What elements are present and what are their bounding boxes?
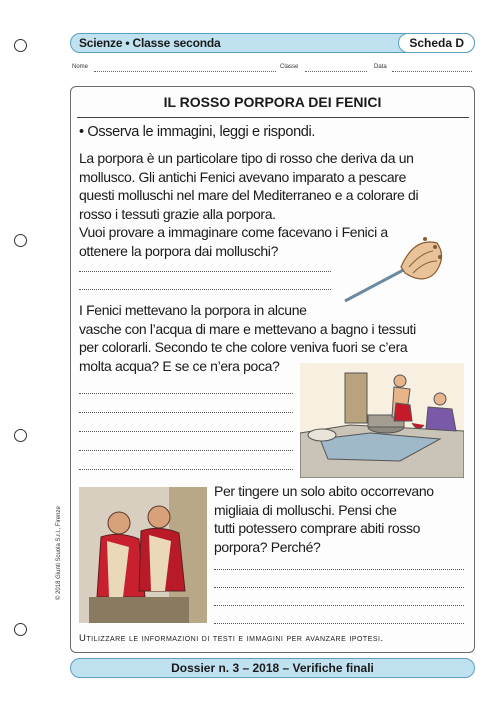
worksheet-title: IL ROSSO PORPORA DEI FENICI (163, 94, 382, 110)
intro-line: La porpora è un particolare tipo di rosso che deriva da un (79, 150, 414, 166)
binder-hole (14, 39, 27, 52)
instruction: • Osserva le immagini, leggi e rispondi. (79, 124, 316, 140)
binder-hole (14, 429, 27, 442)
copyright-note: © 2018 Giunti Scuola S.r.l., Firenze (56, 506, 62, 600)
answer-line[interactable] (214, 605, 464, 606)
question-1-line: ottenere la porpora dai molluschi? (79, 242, 279, 259)
name-label: Nome (72, 64, 89, 70)
answer-line[interactable] (79, 393, 293, 394)
worksheet-card (70, 86, 475, 653)
footer-banner (70, 658, 475, 678)
question-3-line: migliaia di molluschi. Pensi che (214, 501, 397, 518)
class-label: Classe (280, 64, 299, 70)
title-divider (77, 117, 469, 118)
question-3-line: Per tingere un solo abito occorrevano (214, 483, 434, 499)
question-2-line: vasche con l’acqua di mare e mettevano a bagno i tessuti (79, 320, 416, 337)
question-2-line: I Fenici mettevano la porpora in alcune (79, 302, 307, 318)
answer-line[interactable] (79, 412, 293, 413)
binder-hole (14, 623, 27, 636)
answer-line[interactable] (214, 569, 464, 570)
answer-line[interactable] (79, 450, 293, 451)
intro-line: mollusco. Gli antichi Fenici avevano imparato a pescare (79, 168, 407, 185)
intro-line: questi molluschi nel mare del Mediterraneo e a colorare di (79, 187, 419, 203)
answer-line[interactable] (214, 587, 464, 588)
binder-hole (14, 234, 27, 247)
header-banner (70, 33, 475, 53)
date-field[interactable] (392, 65, 472, 72)
question-3-line: porpora? Perché? (214, 538, 321, 555)
question-2-line: per colorarli. Secondo te che colore veniva fuori se c’era (79, 339, 408, 355)
question-3-line: tutti potessero comprare abiti rosso (214, 520, 421, 536)
question-2-line: molta acqua? E se ce n’era poca? (79, 357, 280, 374)
answer-line[interactable] (79, 431, 293, 432)
question-1-line: Vuoi provare a immaginare come facevano i Fenici a (79, 224, 388, 240)
murex-shell-image (339, 227, 449, 307)
answer-line[interactable] (79, 289, 331, 290)
answer-line[interactable] (79, 469, 293, 470)
sheet-label: Scheda D (398, 33, 475, 53)
intro-line: rosso i tessuti grazie alla porpora. (79, 205, 276, 222)
class-field[interactable] (305, 65, 367, 72)
answer-line[interactable] (214, 623, 464, 624)
dyeing-vats-image (300, 363, 464, 478)
roman-senators-image (79, 487, 207, 623)
subject-label: Scienze • Classe seconda (79, 36, 221, 50)
answer-line[interactable] (79, 271, 331, 272)
footer-note: Utilizzare le informazioni di testi e immagini per avanzare ipotesi. (79, 633, 384, 644)
name-field[interactable] (94, 65, 276, 72)
date-label: Data (374, 64, 387, 70)
dossier-label: Dossier n. 3 – 2018 – Verifiche finali (171, 661, 374, 675)
